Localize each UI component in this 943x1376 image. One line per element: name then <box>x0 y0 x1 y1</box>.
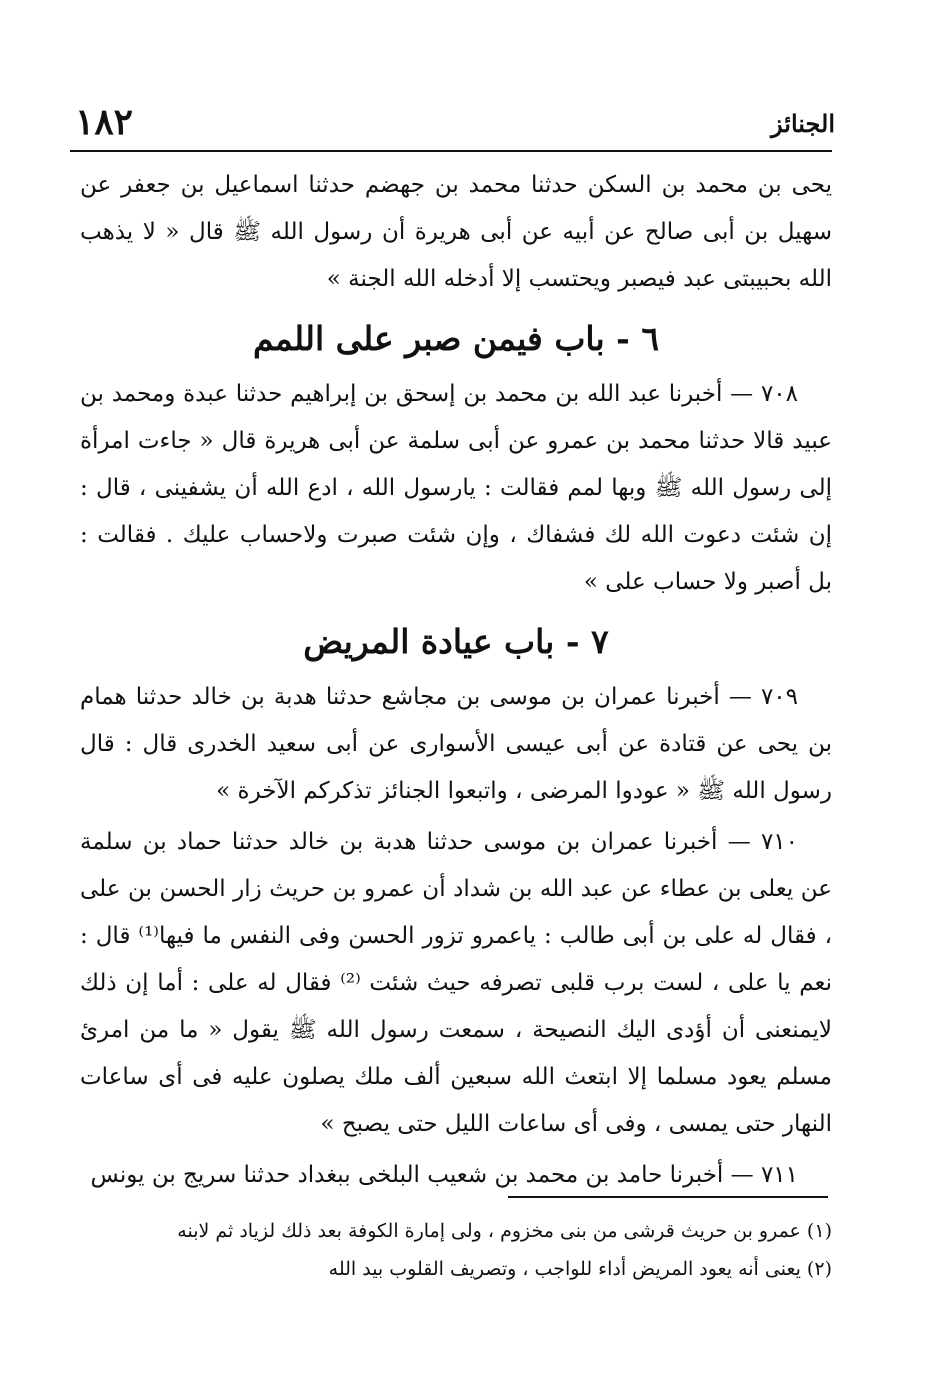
page-number: ١٨٢ <box>75 101 134 143</box>
header-rule <box>70 150 832 152</box>
hadith-710: ٧١٠ — أخبرنا عمران بن موسى حدثنا هدبة بن خالد حدثنا حماد بن سلمة عن يعلى بن عطاء عن عبد الله بن شداد أن عمرو بن حريث زار الحسن بن على ، فقال له على بن أبى طالب : ياعمرو تزور الحسن وفى النفس ما فيها⁽¹⁾ قال : نعم يا على ، لست برب قلبى تصرفه حيث شئت ⁽²⁾ فقال له على : أما إن ذلك لايمنعنى أن أؤدى اليك النصيحة ، سمعت رسول الله ﷺ يقول « ما من امرئ مسلم يعود مسلما إلا ابتعث الله سبعين ألف ملك يصلون عليه فى أى ساعات النهار حتى يمسى ، وفى أى ساعات الليل حتى يصبح » <box>80 829 833 1137</box>
running-title: الجنائز <box>771 109 835 138</box>
page-body <box>80 162 832 1199</box>
hadith-708: ٧٠٨ — أخبرنا عبد الله بن محمد بن إسحق بن إبراهيم حدثنا عبدة ومحمد بن عبيد قالا حدثنا محمد بن عمرو عن أبى سلمة عن أبى هريرة قال « جاءت امرأة إلى رسول الله ﷺ وبها لمم فقالت : يارسول الله ، ادع الله أن يشفينى ، قال : إن شئت دعوت الله لك فشفاك ، وإن شئت صبرت ولاحساب عليك . فقالت : بل أصبر ولا حساب على » <box>80 381 832 595</box>
chapter-heading-6: ٦ - باب فيمن صبر على اللمم <box>252 319 660 358</box>
footnote-rule <box>508 1196 828 1198</box>
footnote-1: (١) عمرو بن حريث قرشى من بنى مخزوم ، ولى إمارة الكوفة بعد ذلك لزياد ثم لابنه <box>177 1220 832 1242</box>
hadith-711: ٧١١ — أخبرنا حامد بن محمد بن شعيب البلخى ببغداد حدثنا سريج بن يونس <box>90 1162 798 1188</box>
intro-paragraph: يحى بن محمد بن السكن حدثنا محمد بن جهضم حدثنا اسماعيل بن جعفر عن سهيل بن أبى صالح عن أبيه عن أبى هريرة أن رسول الله ﷺ قال « لا يذهب الله بحبيبتى عبد فيصبر ويحتسب إلا أدخله الله الجنة » <box>80 172 832 292</box>
footnotes <box>80 1212 832 1288</box>
page-header <box>75 98 835 152</box>
footnote-2: (٢) يعنى أنه يعود المريض أداء للواجب ، وتصريف القلوب بيد الله <box>328 1258 832 1280</box>
chapter-heading-7: ٧ - باب عيادة المريض <box>303 622 609 661</box>
hadith-709: ٧٠٩ — أخبرنا عمران بن موسى بن مجاشع حدثنا هدبة بن خالد حدثنا همام بن يحى عن قتادة عن أبى عيسى الأسوارى عن أبى سعيد الخدرى قال : قال رسول الله ﷺ « عودوا المرضى ، واتبعوا الجنائز تذكركم الآخرة » <box>80 684 832 804</box>
